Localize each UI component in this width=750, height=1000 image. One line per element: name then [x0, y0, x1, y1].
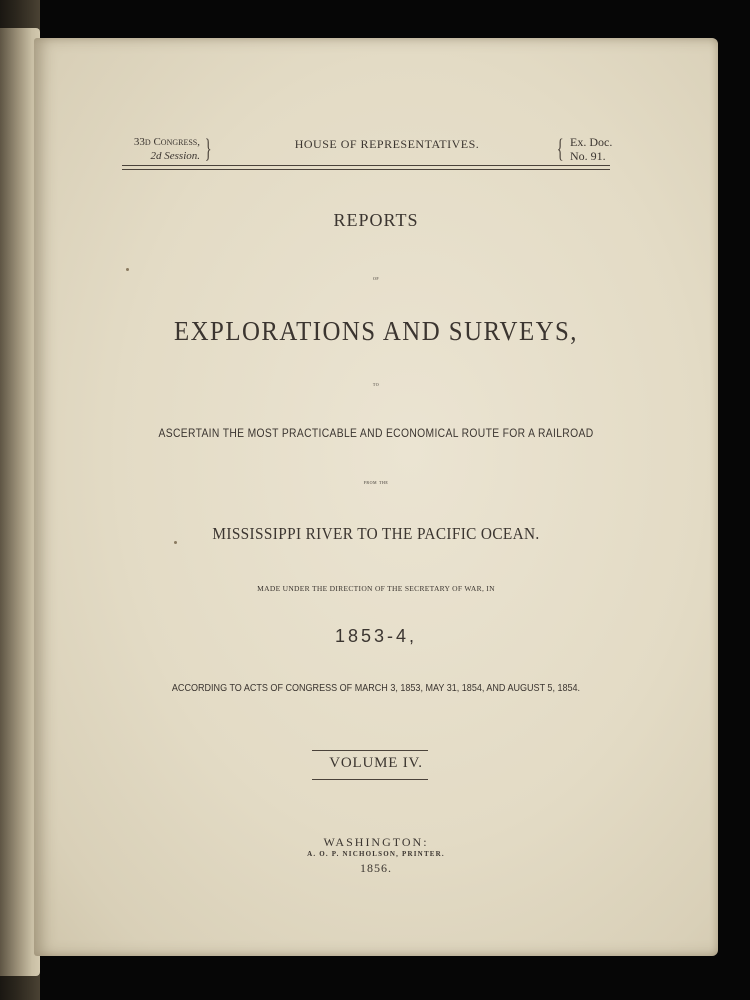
made-under-line: MADE UNDER THE DIRECTION OF THE SECRETARY OF WAR, IN	[257, 584, 495, 593]
document-number	[570, 135, 612, 163]
session-label: 2d Session.	[150, 150, 200, 162]
doc-number-label: No. 91.	[570, 149, 606, 163]
acts-of-congress-line: ACCORDING TO ACTS OF CONGRESS OF MARCH 3, 1853, MAY 31, 1854, AND AUGUST 5, 1854.	[171, 682, 581, 694]
right-brace: {	[556, 134, 564, 163]
house-label: HOUSE OF REPRESENTATIVES.	[294, 137, 480, 151]
congress-session	[122, 135, 200, 163]
document-header	[122, 135, 648, 169]
title-page	[34, 38, 718, 956]
main-title: EXPLORATIONS AND SURVEYS,	[173, 316, 578, 346]
volume-rule-top	[312, 750, 428, 751]
volume-rule-bottom	[312, 779, 428, 780]
of-connector: of	[372, 276, 380, 282]
survey-years: 1853-4,	[334, 626, 418, 646]
imprint-printer: A. O. P. NICHOLSON, PRINTER.	[307, 850, 445, 858]
paper-speck	[174, 541, 177, 544]
header-rule	[122, 165, 610, 170]
volume-label: VOLUME IV.	[329, 755, 423, 771]
reports-heading: REPORTS	[333, 210, 419, 230]
route-line: MISSISSIPPI RIVER TO THE PACIFIC OCEAN.	[212, 524, 540, 543]
purpose-line: ASCERTAIN THE MOST PRACTICABLE AND ECONOMICAL ROUTE FOR A RAILROAD	[158, 426, 594, 440]
imprint-place: WASHINGTON:	[323, 835, 429, 849]
from-the-connector: from the	[363, 480, 389, 486]
congress-label: 33d Congress,	[133, 136, 200, 148]
paper-speck	[126, 268, 129, 271]
imprint-year: 1856.	[360, 861, 392, 875]
ex-doc-label: Ex. Doc.	[570, 135, 613, 149]
left-brace: }	[204, 134, 212, 163]
to-connector: to	[372, 382, 380, 388]
